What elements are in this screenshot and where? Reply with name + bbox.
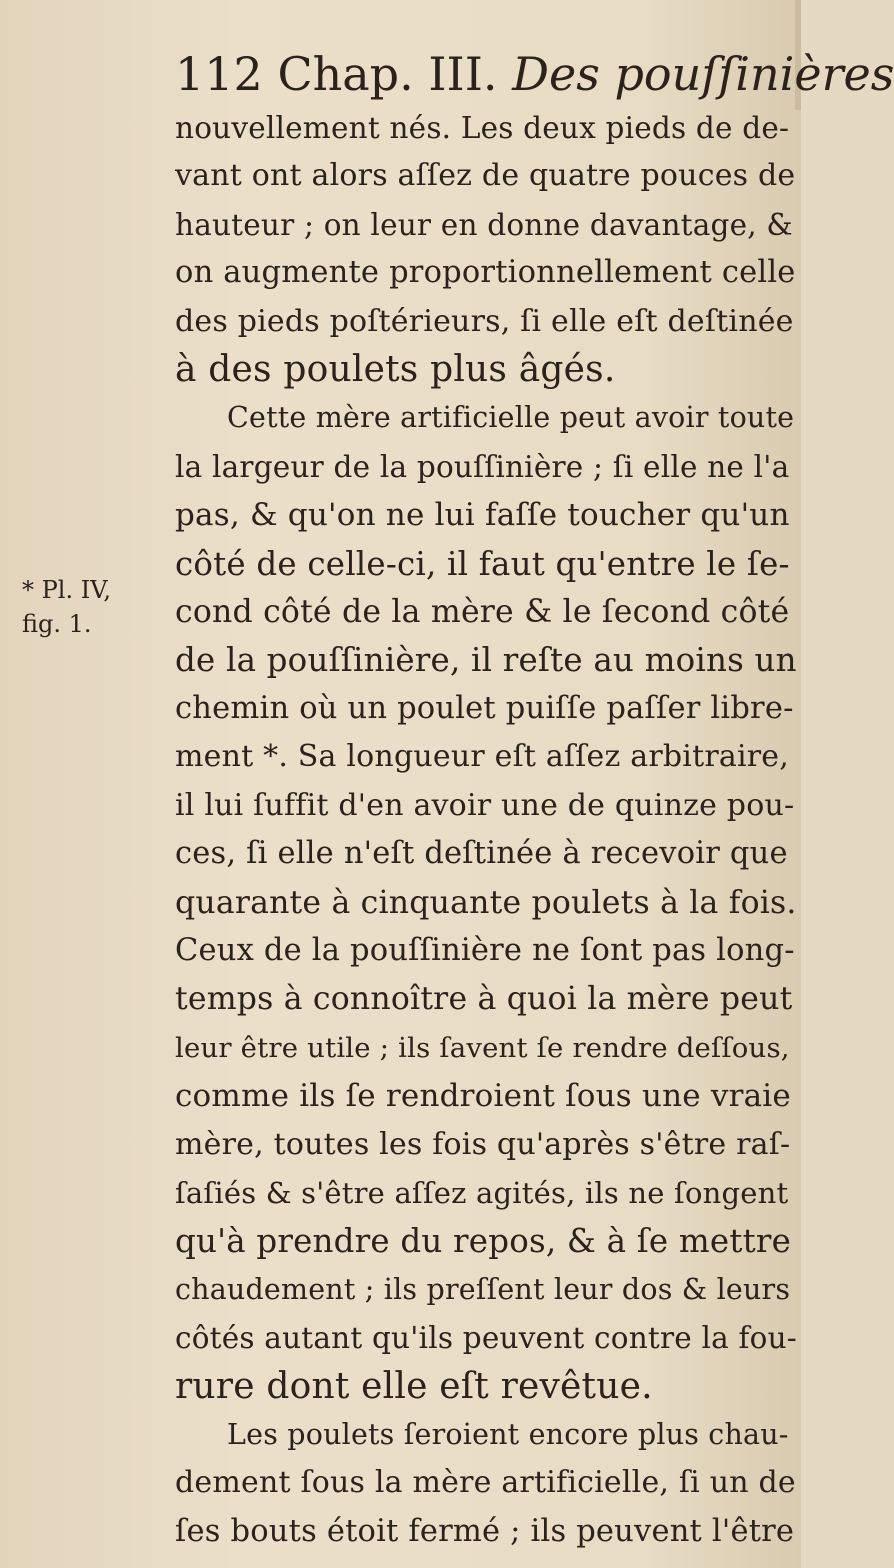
text-line: chemin où un poulet puiſſe paſſer libre-	[175, 690, 794, 726]
text-line: côtés autant qu'ils peuvent contre la fou-	[175, 1321, 797, 1356]
text-line: de la pouſſinière, il reſte au moins un	[175, 641, 797, 680]
text-line: ſaſiés & s'être aſſez agités, ils ne ſongent	[175, 1175, 789, 1210]
text-line: Cette mère artificielle peut avoir toute	[227, 401, 795, 435]
text-line: Ceux de la pouſſinière ne ſont pas long-	[175, 932, 795, 968]
text-line: on augmente proportionnellement celle	[175, 255, 796, 291]
text-line: à des poulets plus âgés.	[175, 349, 616, 391]
text-line: nouvellement nés. Les deux pieds de de-	[175, 111, 790, 145]
text-line: hauteur ; on leur en donne davantage, &	[175, 207, 793, 242]
text-line: rure dont elle eſt revêtue.	[175, 1365, 653, 1407]
running-title: Des pouſſinières	[512, 47, 894, 101]
body-text	[175, 104, 797, 1556]
running-head	[175, 46, 894, 102]
margin-note	[22, 573, 172, 641]
text-line: qu'à prendre du repos, & à ſe mettre	[175, 1222, 792, 1261]
text-line: côté de celle-ci, il faut qu'entre le ſe-	[175, 544, 790, 583]
text-line: des pieds poſtérieurs, ſi elle eſt deſtinée	[175, 303, 794, 339]
chapter-label: Chap. III.	[277, 47, 498, 101]
text-line: dement ſous la mère artificielle, ſi un de	[175, 1465, 796, 1501]
text-line: ſes bouts étoit fermé ; ils peuvent l'être	[175, 1513, 795, 1549]
page-number: 112	[175, 47, 263, 101]
text-line: vant ont alors aſſez de quatre pouces de	[175, 158, 796, 194]
text-line: chaudement ; ils preſſent leur dos & leurs	[175, 1272, 791, 1306]
text-line: quarante à cinquante poulets à la fois.	[175, 884, 797, 921]
text-line: il lui ſuffit d'en avoir une de quinze pou-	[175, 787, 795, 823]
text-line: comme ils ſe rendroient ſous une vraie	[175, 1078, 791, 1115]
text-line: ces, ſi elle n'eſt deſtinée à recevoir que	[175, 836, 788, 872]
text-line: cond côté de la mère & le ſecond côté	[175, 594, 790, 631]
text-line: Les poulets ſeroient encore plus chau-	[227, 1417, 789, 1451]
margin-note-plate: * Pl. IV,	[22, 576, 111, 604]
text-line: ment *. Sa longueur eſt aſſez arbitraire,	[175, 739, 789, 775]
text-line: la largeur de la pouſſinière ; ſi elle ne l'a	[175, 449, 790, 484]
text-line: mère, toutes les fois qu'après s'être raſ-	[175, 1126, 791, 1162]
margin-note-figure: fig. 1.	[22, 610, 92, 638]
text-line: pas, & qu'on ne lui faſſe toucher qu'un	[175, 497, 790, 534]
text-line: temps à connoître à quoi la mère peut	[175, 981, 793, 1018]
text-line: leur être utile ; ils ſavent ſe rendre deſſous,	[175, 1031, 790, 1064]
